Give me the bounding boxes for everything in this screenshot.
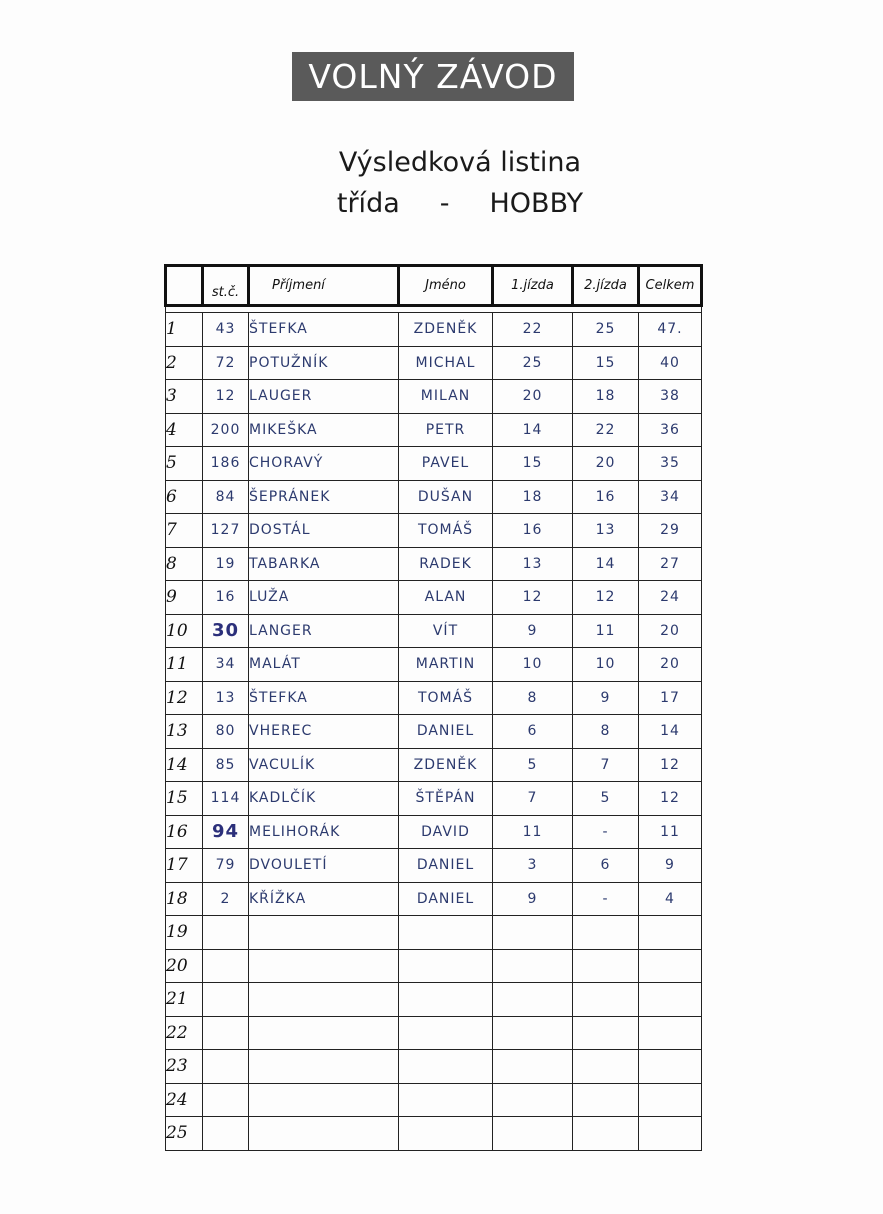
cell-start-number: 79	[203, 849, 249, 883]
row-index: 20	[166, 949, 203, 983]
table-row	[166, 882, 702, 916]
cell-surname: VHEREC	[249, 715, 399, 749]
cell-first-name	[399, 1016, 493, 1050]
cell-run-2: 9	[573, 681, 639, 715]
row-index: 10	[166, 614, 203, 648]
cell-total: 40	[639, 346, 702, 380]
cell-surname: KŘÍŽKA	[249, 882, 399, 916]
cell-run-1	[493, 1083, 573, 1117]
class-line	[200, 188, 720, 219]
row-index: 24	[166, 1083, 203, 1117]
cell-surname: DOSTÁL	[249, 514, 399, 548]
cell-run-2	[573, 983, 639, 1017]
cell-surname: DVOULETÍ	[249, 849, 399, 883]
cell-total: 38	[639, 380, 702, 414]
cell-start-number: 127	[203, 514, 249, 548]
cell-start-number	[203, 983, 249, 1017]
cell-run-2	[573, 1083, 639, 1117]
cell-surname: MELIHORÁK	[249, 815, 399, 849]
event-banner: VOLNÝ ZÁVOD	[292, 52, 574, 101]
cell-surname: POTUŽNÍK	[249, 346, 399, 380]
cell-run-1: 22	[493, 313, 573, 347]
cell-first-name: ŠTĚPÁN	[399, 782, 493, 816]
cell-first-name: PETR	[399, 413, 493, 447]
cell-run-1: 12	[493, 581, 573, 615]
row-index: 9	[166, 581, 203, 615]
cell-surname: LANGER	[249, 614, 399, 648]
cell-surname	[249, 1050, 399, 1084]
cell-start-number: 114	[203, 782, 249, 816]
class-label: třída	[336, 188, 400, 219]
row-index: 16	[166, 815, 203, 849]
row-index: 12	[166, 681, 203, 715]
cell-run-1: 20	[493, 380, 573, 414]
cell-first-name: TOMÁŠ	[399, 681, 493, 715]
cell-first-name	[399, 1117, 493, 1151]
header-surname: Příjmení	[249, 266, 399, 306]
cell-run-2	[573, 1016, 639, 1050]
cell-surname: VACULÍK	[249, 748, 399, 782]
cell-first-name: MICHAL	[399, 346, 493, 380]
cell-total	[639, 983, 702, 1017]
cell-total: 11	[639, 815, 702, 849]
row-index: 23	[166, 1050, 203, 1084]
cell-first-name: ALAN	[399, 581, 493, 615]
cell-run-2: 22	[573, 413, 639, 447]
cell-run-1: 5	[493, 748, 573, 782]
cell-surname	[249, 949, 399, 983]
cell-run-2: 8	[573, 715, 639, 749]
cell-start-number: 94	[203, 815, 249, 849]
table-row	[166, 614, 702, 648]
cell-run-1	[493, 916, 573, 950]
header-run-1: 1.jízda	[493, 266, 573, 306]
table-row	[166, 581, 702, 615]
cell-run-2: 10	[573, 648, 639, 682]
row-index: 2	[166, 346, 203, 380]
cell-total: 35	[639, 447, 702, 481]
cell-first-name: MARTIN	[399, 648, 493, 682]
cell-run-2: 15	[573, 346, 639, 380]
cell-run-2: -	[573, 815, 639, 849]
cell-surname: CHORAVÝ	[249, 447, 399, 481]
row-index: 4	[166, 413, 203, 447]
table-row	[166, 447, 702, 481]
cell-start-number: 72	[203, 346, 249, 380]
cell-start-number	[203, 1016, 249, 1050]
cell-surname: KADLČÍK	[249, 782, 399, 816]
cell-first-name: DANIEL	[399, 715, 493, 749]
cell-run-2: 12	[573, 581, 639, 615]
header-start-number: st.č.	[203, 266, 249, 306]
cell-run-1	[493, 1050, 573, 1084]
cell-surname: MIKEŠKA	[249, 413, 399, 447]
cell-first-name: DAVID	[399, 815, 493, 849]
cell-run-1: 25	[493, 346, 573, 380]
cell-total: 47.	[639, 313, 702, 347]
cell-run-1: 9	[493, 614, 573, 648]
cell-surname: LAUGER	[249, 380, 399, 414]
cell-surname: LUŽA	[249, 581, 399, 615]
cell-surname	[249, 916, 399, 950]
results-subtitle: Výsledková listina	[338, 147, 582, 178]
cell-run-2	[573, 916, 639, 950]
header-row	[166, 266, 702, 306]
cell-start-number	[203, 1050, 249, 1084]
cell-first-name: TOMÁŠ	[399, 514, 493, 548]
cell-run-1: 10	[493, 648, 573, 682]
cell-start-number: 13	[203, 681, 249, 715]
cell-run-2: 13	[573, 514, 639, 548]
cell-run-1	[493, 983, 573, 1017]
cell-total: 12	[639, 782, 702, 816]
table-row	[166, 1117, 702, 1151]
cell-start-number	[203, 949, 249, 983]
cell-surname	[249, 983, 399, 1017]
row-index: 13	[166, 715, 203, 749]
cell-first-name	[399, 916, 493, 950]
cell-start-number: 2	[203, 882, 249, 916]
row-index: 14	[166, 748, 203, 782]
cell-surname	[249, 1117, 399, 1151]
cell-surname: ŠEPRÁNEK	[249, 480, 399, 514]
table-row	[166, 715, 702, 749]
cell-total: 36	[639, 413, 702, 447]
cell-start-number: 16	[203, 581, 249, 615]
cell-total: 12	[639, 748, 702, 782]
header-index	[166, 266, 203, 306]
cell-total: 29	[639, 514, 702, 548]
cell-run-2: 20	[573, 447, 639, 481]
cell-first-name: DUŠAN	[399, 480, 493, 514]
cell-total: 20	[639, 648, 702, 682]
class-name: HOBBY	[489, 188, 584, 219]
cell-total: 9	[639, 849, 702, 883]
cell-run-1: 7	[493, 782, 573, 816]
table-row	[166, 815, 702, 849]
cell-run-1: 11	[493, 815, 573, 849]
cell-start-number: 80	[203, 715, 249, 749]
cell-total: 27	[639, 547, 702, 581]
cell-run-1	[493, 1117, 573, 1151]
cell-run-1: 8	[493, 681, 573, 715]
table-row	[166, 413, 702, 447]
cell-first-name	[399, 983, 493, 1017]
cell-first-name: ZDENĚK	[399, 748, 493, 782]
cell-surname: ŠTEFKA	[249, 313, 399, 347]
cell-first-name	[399, 1050, 493, 1084]
table-row	[166, 648, 702, 682]
table-row	[166, 1083, 702, 1117]
row-index: 6	[166, 480, 203, 514]
results-body	[166, 313, 702, 1151]
row-index: 18	[166, 882, 203, 916]
cell-run-1	[493, 949, 573, 983]
header-first-name: Jméno	[399, 266, 493, 306]
cell-start-number: 186	[203, 447, 249, 481]
table-row	[166, 380, 702, 414]
cell-surname: TABARKA	[249, 547, 399, 581]
cell-run-2: 5	[573, 782, 639, 816]
cell-start-number: 84	[203, 480, 249, 514]
cell-total	[639, 1050, 702, 1084]
cell-run-2: 25	[573, 313, 639, 347]
cell-surname: ŠTEFKA	[249, 681, 399, 715]
cell-start-number: 19	[203, 547, 249, 581]
cell-run-2: 6	[573, 849, 639, 883]
table-row	[166, 949, 702, 983]
cell-start-number: 85	[203, 748, 249, 782]
cell-start-number	[203, 1083, 249, 1117]
row-index: 7	[166, 514, 203, 548]
cell-total	[639, 1117, 702, 1151]
cell-total: 14	[639, 715, 702, 749]
cell-run-1: 9	[493, 882, 573, 916]
cell-start-number: 12	[203, 380, 249, 414]
cell-run-1: 14	[493, 413, 573, 447]
results-table	[164, 264, 703, 1151]
table-row	[166, 916, 702, 950]
cell-run-1: 16	[493, 514, 573, 548]
table-row	[166, 480, 702, 514]
cell-surname	[249, 1016, 399, 1050]
class-separator: -	[439, 188, 450, 219]
cell-start-number: 43	[203, 313, 249, 347]
cell-run-2	[573, 949, 639, 983]
cell-surname: MALÁT	[249, 648, 399, 682]
cell-total: 34	[639, 480, 702, 514]
table-row	[166, 983, 702, 1017]
table-row	[166, 346, 702, 380]
row-index: 17	[166, 849, 203, 883]
cell-first-name: VÍT	[399, 614, 493, 648]
cell-first-name: RADEK	[399, 547, 493, 581]
cell-run-2: 7	[573, 748, 639, 782]
cell-run-1: 6	[493, 715, 573, 749]
cell-surname	[249, 1083, 399, 1117]
cell-run-2	[573, 1117, 639, 1151]
cell-run-2	[573, 1050, 639, 1084]
header-run-2: 2.jízda	[573, 266, 639, 306]
header-gap	[166, 306, 702, 313]
table-row	[166, 782, 702, 816]
row-index: 19	[166, 916, 203, 950]
cell-total: 24	[639, 581, 702, 615]
table-row	[166, 514, 702, 548]
table-row	[166, 1050, 702, 1084]
row-index: 11	[166, 648, 203, 682]
header-total: Celkem	[639, 266, 702, 306]
row-index: 15	[166, 782, 203, 816]
cell-first-name	[399, 949, 493, 983]
cell-first-name: DANIEL	[399, 849, 493, 883]
cell-total	[639, 949, 702, 983]
cell-start-number	[203, 1117, 249, 1151]
cell-start-number: 200	[203, 413, 249, 447]
table-row	[166, 547, 702, 581]
cell-total	[639, 1083, 702, 1117]
cell-run-1: 15	[493, 447, 573, 481]
cell-start-number: 30	[203, 614, 249, 648]
cell-first-name: DANIEL	[399, 882, 493, 916]
cell-run-2: -	[573, 882, 639, 916]
row-index: 5	[166, 447, 203, 481]
table-row	[166, 681, 702, 715]
table-row	[166, 1016, 702, 1050]
cell-start-number	[203, 916, 249, 950]
row-index: 21	[166, 983, 203, 1017]
cell-first-name: PAVEL	[399, 447, 493, 481]
row-index: 8	[166, 547, 203, 581]
cell-first-name: ZDENĚK	[399, 313, 493, 347]
cell-run-1: 3	[493, 849, 573, 883]
table-row	[166, 313, 702, 347]
cell-run-1	[493, 1016, 573, 1050]
cell-total: 4	[639, 882, 702, 916]
cell-total	[639, 1016, 702, 1050]
row-index: 22	[166, 1016, 203, 1050]
cell-run-2: 16	[573, 480, 639, 514]
row-index: 3	[166, 380, 203, 414]
cell-run-2: 14	[573, 547, 639, 581]
table-row	[166, 849, 702, 883]
cell-total	[639, 916, 702, 950]
cell-run-2: 18	[573, 380, 639, 414]
cell-first-name: MILAN	[399, 380, 493, 414]
cell-start-number: 34	[203, 648, 249, 682]
row-index: 1	[166, 313, 203, 347]
row-index: 25	[166, 1117, 203, 1151]
table-row	[166, 748, 702, 782]
cell-total: 20	[639, 614, 702, 648]
cell-total: 17	[639, 681, 702, 715]
cell-run-1: 18	[493, 480, 573, 514]
cell-first-name	[399, 1083, 493, 1117]
cell-run-2: 11	[573, 614, 639, 648]
cell-run-1: 13	[493, 547, 573, 581]
